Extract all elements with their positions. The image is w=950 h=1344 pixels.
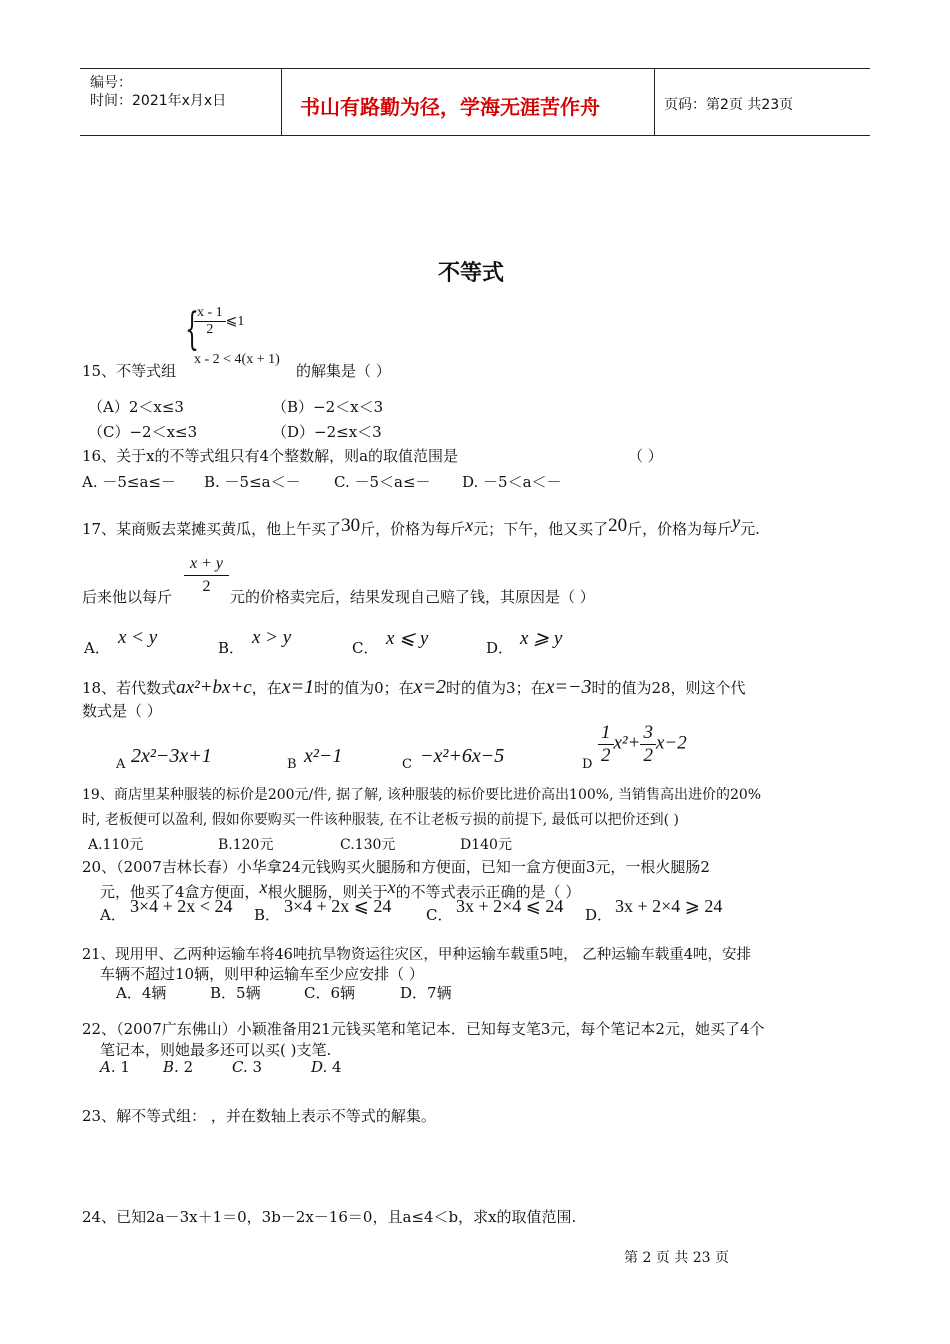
q17-amount-20: 20 [608, 515, 628, 536]
q20-option-b-letter: B． [254, 906, 281, 924]
page-footer: 第 2 页 共 23 页 [624, 1250, 729, 1266]
q17-line2-suffix: 元的价格卖完后，结果发现自己赔了钱，其原因是（ ） [230, 588, 595, 606]
q18-cond-3: x=−3 [545, 676, 592, 698]
q15-option-c: （C）−2＜x≤3 [88, 423, 198, 441]
q17-option-b: x > y [252, 627, 292, 648]
header-divider-left [281, 68, 282, 136]
q18-option-c-letter: C [402, 757, 412, 772]
q20-option-d-letter: D． [585, 906, 613, 924]
q21-option-c: C．6辆 [304, 984, 356, 1002]
q16-text: 16、关于x的不等式组只有4个整数解，则a的取值范围是 [82, 447, 459, 465]
q21-line1: 21、现用甲、乙两种运输车将46吨抗旱物资运往灾区，甲种运输车载重5吨， 乙种运输车载重4吨，安排 [82, 947, 751, 963]
q22-line1: 22、（2007广东佛山）小颖准备用21元钱买笔和笔记本．已知每支笔3元，每个笔记本2元，她买了4个 [82, 1020, 765, 1038]
question-23: 23、解不等式组： ，并在数轴上表示不等式的解集。 [82, 1107, 436, 1125]
q18-option-c: −x²+6x−5 [420, 745, 505, 767]
q18-option-a-letter: A [116, 757, 126, 772]
q17-option-c-letter: C． [352, 639, 379, 657]
q17-option-c: x ⩽ y [386, 628, 429, 649]
q15-prefix: 15、不等式组 [82, 362, 177, 380]
q22-option-d: D. 4 [311, 1058, 342, 1076]
q20-option-c: 3x + 2×4 ⩽ 24 [456, 896, 564, 916]
q19-line2: 时, 老板便可以盈利, 假如你要购买一件该种服装, 在不让老板亏损的前提下, 最低可以把价还到( ) [82, 812, 679, 828]
q21-option-a: A．4辆 [116, 984, 167, 1002]
q22-option-b: B. 2 [163, 1058, 194, 1076]
q15-suffix: 的解集是（ ） [296, 362, 391, 380]
q19-option-a: A.110元 [88, 837, 144, 853]
q18-option-d: $\frac{1}{2}$ x²+ $\frac{3}{2}$ x−2 [598, 722, 687, 767]
q16-option-b: B. －5≤a＜－ [204, 473, 301, 491]
q18-cond-1: x=1 [281, 676, 315, 698]
q17-var-x: x [465, 515, 474, 535]
q17-option-b-letter: B． [218, 639, 245, 657]
q20-option-a-letter: A． [100, 906, 126, 924]
system-top-relation: ⩽1 [225, 313, 245, 329]
q20-option-a: 3×4 + 2x < 24 [130, 896, 233, 916]
q16-option-c: C. －5＜a≤－ [334, 473, 431, 491]
q18-line1: 18、若代数式ax²+bx+c，在x=1时的值为0；在x=2时的值为3；在x=−3时的值为28，则这个代 [82, 676, 746, 698]
q17-line2-prefix: 后来他以每斤 [82, 588, 173, 606]
motto: 书山有路勤为径，学海无涯苦作舟 [300, 95, 600, 119]
q20-line1: 20、（2007吉林长春）小华拿24元钱购买火腿肠和方便面，已知一盒方便面3元，一根火腿肠2 [82, 858, 710, 876]
header-bottom-rule [80, 135, 870, 136]
q17-option-d-letter: D． [486, 639, 514, 657]
page-title: 不等式 [438, 261, 505, 286]
q21-option-d: D．7辆 [400, 984, 452, 1002]
system-bottom: x - 2 < 4(x + 1) [194, 352, 280, 367]
q18-option-b-letter: B [287, 757, 297, 772]
system-top-fraction: $\frac{x - 1}{2}$ [194, 305, 226, 338]
q19-option-d: D140元 [460, 837, 512, 853]
q19-option-c: C.130元 [340, 837, 396, 853]
system-brace: { [185, 304, 199, 355]
q21-line2: 车辆不超过10辆，则甲种运输车至少应安排（ ） [100, 965, 424, 983]
question-24: 24、已知2a－3x＋1＝0，3b－2x－16＝0，且a≤4＜b，求x的取值范围. [82, 1208, 577, 1226]
time-label: 时间：2021年x月x日 [90, 93, 227, 109]
header-divider-right [654, 68, 655, 136]
page-label: 页码：第2页 共23页 [664, 97, 794, 113]
q19-option-b: B.120元 [218, 837, 274, 853]
q18-option-b: x²−1 [304, 745, 343, 767]
q21-option-b: B．5辆 [210, 984, 261, 1002]
q17-var-y: y [732, 512, 741, 532]
q20-option-c-letter: C． [426, 906, 453, 924]
q18-option-a: 2x²−3x+1 [131, 745, 212, 767]
q18-cond-2: x=2 [413, 676, 447, 698]
q15-option-b: （B）−2＜x＜3 [272, 398, 384, 416]
header-top-rule [80, 68, 870, 69]
q17-option-a-letter: A． [84, 639, 110, 657]
q22-option-c: C. 3 [232, 1058, 263, 1076]
q22-line2: 笔记本，则她最多还可以买( )支笔. [100, 1041, 332, 1059]
q22-option-a: A. 1 [100, 1058, 130, 1076]
q20-option-d: 3x + 2×4 ⩾ 24 [615, 896, 723, 916]
q18-line2: 数式是（ ） [82, 702, 162, 720]
q17-amount-30: 30 [341, 515, 361, 536]
q19-line1: 19、商店里某种服装的标价是200元/件, 据了解, 该种服装的标价要比进价高出100%, 当销售高出进价的20% [82, 787, 762, 803]
q17-option-d: x ⩾ y [520, 628, 563, 649]
q17-option-a: x < y [118, 627, 158, 648]
q20-option-b: 3×4 + 2x ⩽ 24 [284, 896, 392, 916]
q16-option-a: A. －5≤a≤－ [82, 473, 176, 491]
q17-line1: 17、某商贩去菜摊买黄瓜，他上午买了30斤，价格为每斤x元；下午，他又买了20斤，价格为每斤y元. [82, 512, 760, 538]
q18-expression: ax²+bx+c [176, 677, 252, 698]
q20-line2: 元，他买了4盒方便面，x根火腿肠，则关于x的不等式表示正确的是（ ） [100, 877, 581, 901]
q16-paren: （ ） [628, 447, 663, 465]
q18-option-d-letter: D [582, 757, 593, 772]
q15-option-d: （D）−2≤x＜3 [272, 423, 382, 441]
q16-option-d: D. －5＜a＜－ [462, 473, 562, 491]
q17-price-fraction: $\frac{x + y}{2}$ [184, 555, 229, 597]
q15-option-a: （A）2＜x≤3 [88, 398, 184, 416]
serial-label: 编号： [90, 75, 132, 91]
